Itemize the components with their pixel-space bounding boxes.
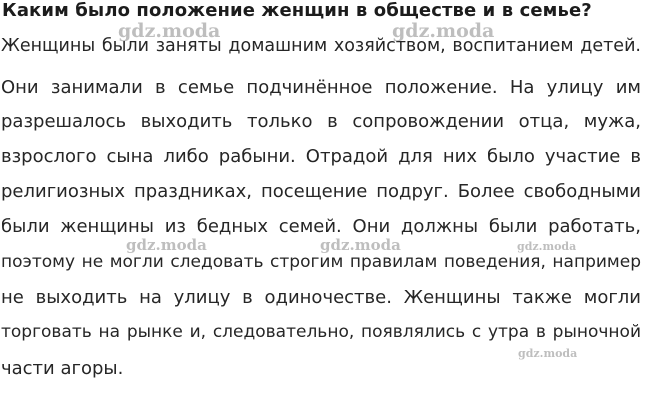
paragraph-line: не выходить на улицу в одиночестве. Женщины также могли	[1, 287, 641, 308]
paragraph-line: разрешалось выходить только в сопровождении отца, мужа,	[1, 111, 641, 132]
paragraph-line: религиозных праздниках, посещение подруг. Более свободными	[1, 181, 641, 202]
paragraph-line: были женщины из бедных семей. Они должны были работать,	[1, 216, 641, 237]
watermark: gdz.moda	[320, 236, 401, 254]
paragraph-line: части агоры.	[1, 358, 124, 379]
paragraph-line: взрослого сына либо рабыни. Отрадой для них было участие в	[1, 146, 641, 167]
paragraph-line: Они занимали в семье подчинённое положение. На улицу им	[1, 77, 641, 98]
watermark: gdz.moda	[118, 20, 221, 42]
watermark: gdz.moda	[126, 236, 207, 254]
paragraph-line: Женщины были заняты домашним хозяйством, воспитанием детей.	[1, 36, 641, 56]
watermark: gdz.moda	[392, 20, 495, 42]
watermark: gdz.moda	[518, 347, 578, 360]
paragraph-line: торговать на рынке и, следовательно, появлялись с утра в рыночной	[1, 322, 641, 342]
watermark: gdz.moda	[517, 240, 577, 253]
question-heading: Каким было положение женщин в обществе и в семье?	[2, 0, 592, 21]
paragraph-line: поэтому не могли следовать строгим правилам поведения, например	[1, 252, 641, 272]
